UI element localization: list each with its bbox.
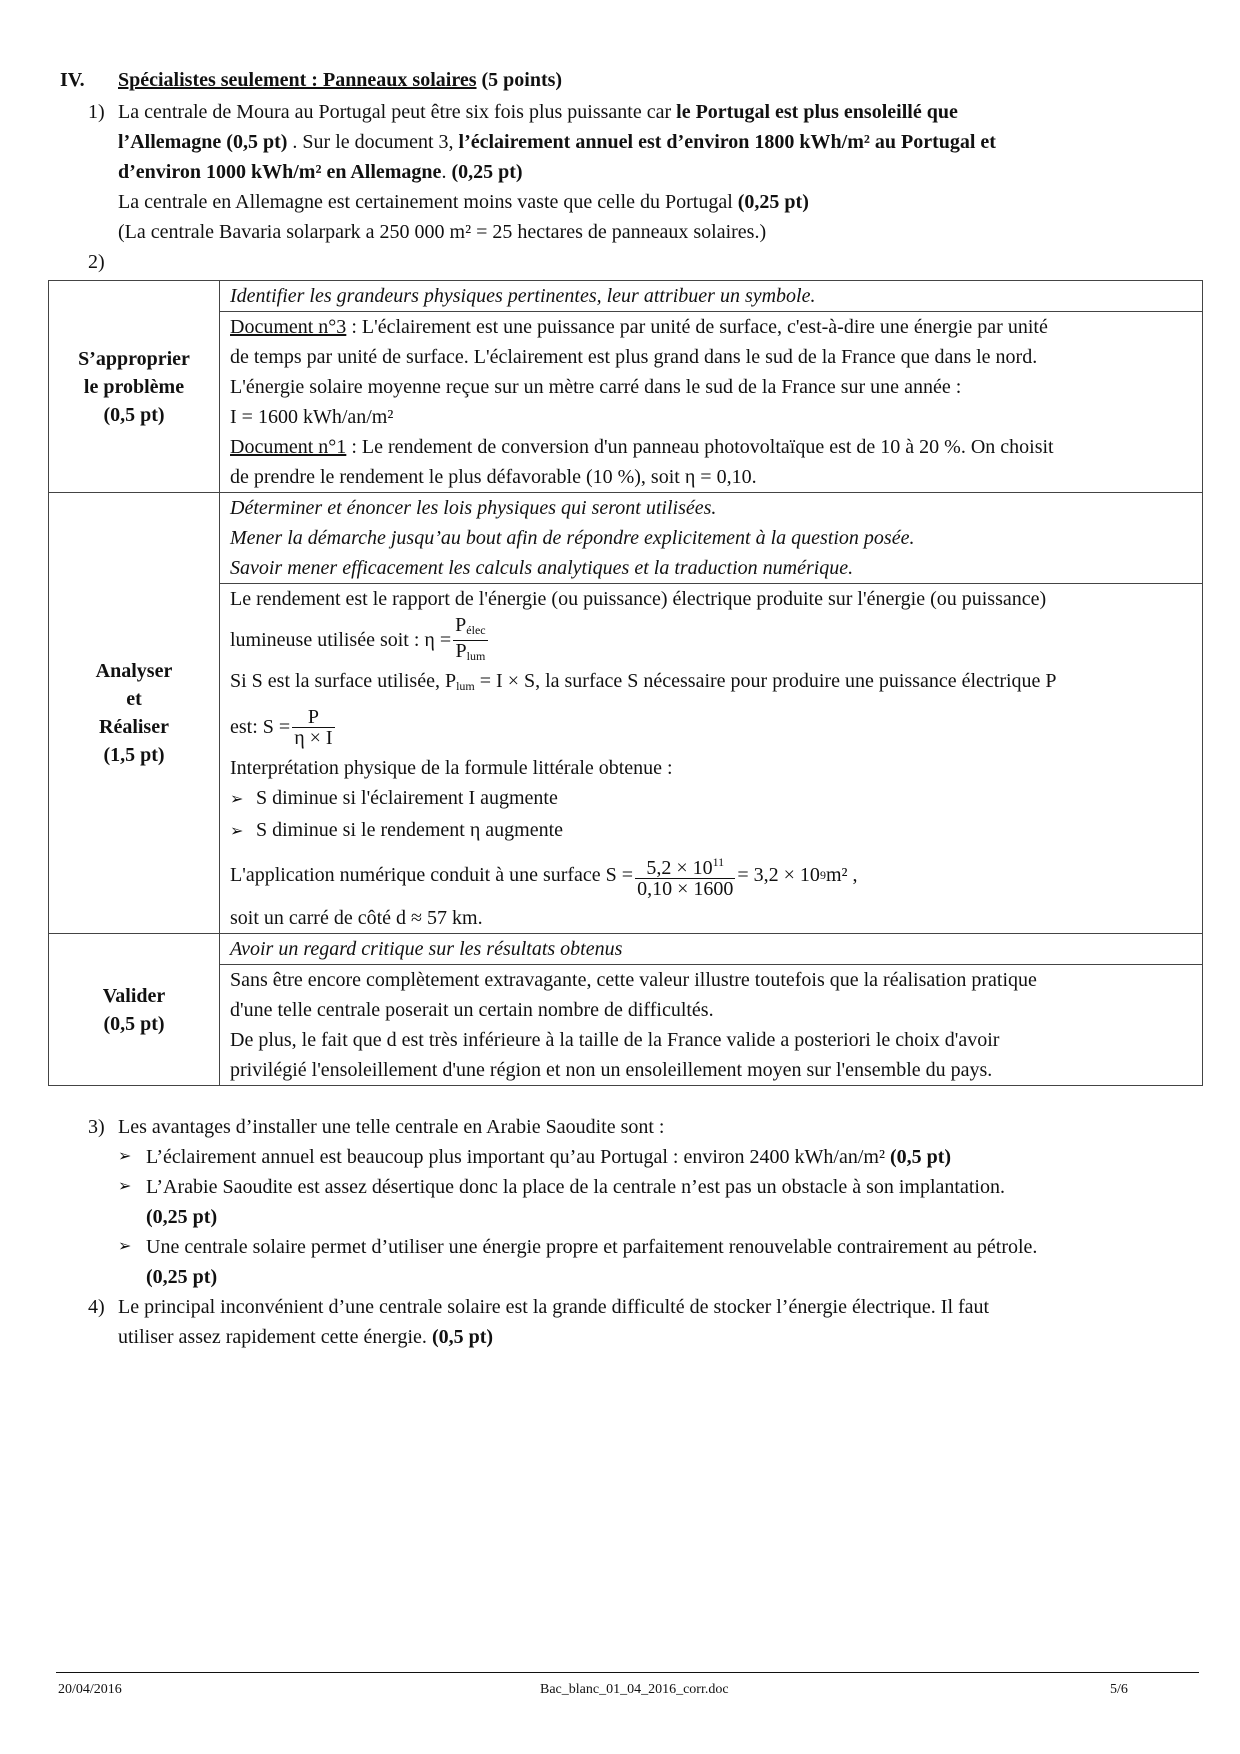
fraction (635, 852, 735, 899)
answer-text: privilégié l'ensoleillement d'une région et non un ensoleillement moyen sur l'ensemble du pays. (230, 1059, 993, 1081)
table-row (49, 934, 1203, 1086)
result: = 3,2 × 10 (737, 864, 820, 886)
criteria-text: Identifier les grandeurs physiques pertinentes, leur attribuer un symbole. (220, 281, 1202, 312)
q4-text: Le principal inconvénient d’une centrale solaire est la grande difficulté de stocker l’énergie électrique. Il faut (118, 1296, 990, 1318)
denominator: 0,10 × 1600 (637, 877, 734, 900)
q1-line-3 (118, 157, 523, 187)
q1-line-1 (88, 97, 958, 127)
document-reference: Document n°3 (230, 316, 347, 338)
fraction (453, 615, 487, 666)
text-part: = I × S, la surface S nécessaire pour produire une puissance électrique P (474, 670, 1057, 692)
bullet-item (118, 1232, 1037, 1292)
section-title: Spécialistes seulement : Panneaux solaires (118, 69, 477, 91)
label-line: (1,5 pt) (103, 744, 165, 766)
section-points: (5 points) (481, 69, 563, 91)
row-label-sapproprier (49, 281, 220, 493)
q1-points: (0,25 pt) (451, 161, 523, 183)
answer-text: De plus, le fait que d est très inférieure à la taille de la France valide a posteriori le choix d'avoir (230, 1029, 1000, 1051)
numerical-application (230, 847, 1196, 903)
exponent: 11 (712, 854, 725, 869)
label-line: Analyser (95, 660, 173, 682)
bullet-points: (0,5 pt) (889, 1146, 952, 1168)
q1-line-5 (118, 217, 766, 247)
q1-bold-text: l’éclairement annuel est d’environ 1800 kWh/m² au Portugal et (458, 131, 996, 153)
answer-text (230, 666, 1196, 701)
answer-text: : L'éclairement est une puissance par unité de surface, c'est-à-dire une énergie par unité (346, 316, 1048, 338)
row-label-valider (49, 934, 220, 1086)
bullet-text: Une centrale solaire permet d’utiliser une énergie propre et parfaitement renouvelable contrairement au pétrole. (146, 1236, 1038, 1258)
arrow-bullet-icon: ➢ (118, 1148, 132, 1165)
criteria-block (220, 493, 1202, 584)
numerator: 5,2 × 10 (646, 856, 713, 879)
q2-number: 2) (88, 251, 105, 273)
answer-text: Interprétation physique de la formule littérale obtenue : (230, 757, 673, 779)
answer-text: lumineuse utilisée soit : η = (230, 629, 452, 651)
unit: m² , (825, 864, 858, 886)
denominator: η × I (294, 726, 333, 749)
answer-text: d'une telle centrale poserait un certain nombre de difficultés. (230, 999, 714, 1021)
q1-note: (La centrale Bavaria solarpark a 250 000 m² = 25 hectares de panneaux solaires.) (118, 221, 767, 243)
answer-text: : Le rendement de conversion d'un panneau photovoltaïque est de 10 à 20 %. On choisit (346, 436, 1054, 458)
criteria-text: Avoir un regard critique sur les résultats obtenus (220, 934, 1202, 965)
label-line: (0,5 pt) (103, 403, 165, 426)
bullet-text: S diminue si l'éclairement I augmente (256, 787, 558, 809)
answer-block (220, 584, 1202, 934)
criteria-text: Déterminer et énoncer les lois physiques qui seront utilisées. (230, 497, 717, 519)
q4-line-2 (118, 1322, 493, 1352)
irradiance-value: I = 1600 kWh/an/m² (230, 406, 394, 428)
answer-text: L'application numérique conduit à une surface S = (230, 864, 634, 886)
row-content (220, 934, 1203, 1086)
q1-points: (0,25 pt) (737, 191, 809, 213)
table-row (49, 493, 1203, 934)
q3-intro (88, 1112, 664, 1142)
criteria-text: Mener la démarche jusqu’au bout afin de répondre explicitement à la question posée. (230, 527, 915, 549)
fraction (292, 707, 334, 748)
answer-text: Le rendement est le rapport de l'énergie (ou puissance) électrique produite sur l'énergie (ou puissance) (230, 588, 1047, 610)
label-line: S’approprier (78, 347, 190, 370)
q4-text: utiliser assez rapidement cette énergie. (118, 1326, 432, 1348)
efficiency-formula (230, 614, 1196, 666)
q1-bold-text: le Portugal est plus ensoleillé que (676, 101, 958, 123)
q1-bold-text: l’Allemagne (0,5 pt) (118, 131, 288, 153)
arrow-bullet-icon: ➢ (230, 823, 244, 840)
q1-text: La centrale en Allemagne est certainement moins vaste que celle du Portugal (118, 191, 738, 213)
answer-block (220, 965, 1202, 1086)
subscript: lum (466, 648, 486, 663)
q1-text: La centrale de Moura au Portugal peut être six fois plus puissante car (118, 101, 677, 123)
row-label-analyser (49, 493, 220, 934)
section-heading (60, 65, 562, 95)
label-line: le problème (83, 375, 185, 398)
answer-text: soit un carré de côté d ≈ 57 km. (230, 907, 483, 929)
surface-formula (230, 701, 1196, 753)
label-line: Valider (102, 984, 166, 1007)
q3-number: 3) (88, 1116, 105, 1138)
grading-table (48, 280, 1203, 1086)
bullet-text: L’éclairement annuel est beaucoup plus important qu’au Portugal : environ 2400 kWh/an/m² (146, 1146, 890, 1168)
answer-text: Sans être encore complètement extravagante, cette valeur illustre toutefois que la réalisation pratique (230, 969, 1037, 991)
denominator: P (455, 639, 467, 662)
footer-date: 20/04/2016 (58, 1682, 122, 1697)
subscript: élec (466, 622, 486, 637)
arrow-bullet-icon: ➢ (230, 791, 244, 808)
q1-text: . (441, 161, 452, 183)
bullet-text: S diminue si le rendement η augmente (256, 819, 564, 841)
bullet-points: (0,25 pt) (146, 1266, 218, 1288)
row-content (220, 493, 1203, 934)
table-row (49, 281, 1203, 493)
answer-block (220, 312, 1202, 493)
label-line: Réaliser (99, 716, 169, 738)
q4-points: (0,5 pt) (431, 1326, 494, 1348)
arrow-bullet-icon: ➢ (118, 1238, 132, 1255)
document-reference: Document n°1 (230, 436, 347, 458)
numerator: P (455, 613, 467, 636)
arrow-bullet-icon: ➢ (118, 1178, 132, 1195)
subscript: lum (456, 679, 475, 693)
q1-line-4 (118, 187, 809, 217)
q1-text: . Sur le document 3, (287, 131, 459, 153)
footer-divider (56, 1672, 1199, 1673)
footer-filename: Bac_blanc_01_04_2016_corr.doc (540, 1682, 729, 1697)
text-part: Si S est la surface utilisée, P (230, 670, 457, 692)
numerator: P (292, 707, 334, 728)
footer-page-number: 5/6 (1110, 1682, 1128, 1697)
exponent: 9 (819, 868, 826, 882)
label-line: et (126, 688, 142, 710)
q1-line-2 (118, 127, 996, 157)
bullet-text: L’Arabie Saoudite est assez désertique donc la place de la centrale n’est pas un obstacle à son implantation. (146, 1176, 1005, 1198)
q4-number: 4) (88, 1296, 105, 1318)
bullet-points: (0,25 pt) (146, 1206, 218, 1228)
criteria-text: Savoir mener efficacement les calculs analytiques et la traduction numérique. (230, 557, 854, 579)
label-line: (0,5 pt) (103, 1012, 165, 1035)
q3-intro-text: Les avantages d’installer une telle centrale en Arabie Saoudite sont : (118, 1116, 665, 1138)
answer-text: de temps par unité de surface. L'éclairement est plus grand dans le sud de la France que dans le nord. (230, 346, 1038, 368)
section-number: IV. (60, 69, 85, 91)
row-content (220, 281, 1203, 493)
bullet-item (230, 783, 1196, 815)
q4-line-1 (88, 1292, 989, 1322)
bullet-item (230, 815, 1196, 847)
answer-text: L'énergie solaire moyenne reçue sur un mètre carré dans le sud de la France sur une année : (230, 376, 962, 398)
answer-text: est: S = (230, 716, 291, 738)
answer-text: de prendre le rendement le plus défavorable (10 %), soit η = 0,10. (230, 466, 757, 488)
bullet-item (118, 1142, 951, 1172)
bullet-item (118, 1172, 1005, 1232)
q1-number: 1) (88, 101, 105, 123)
q1-bold-text: d’environ 1000 kWh/m² en Allemagne (118, 161, 442, 183)
